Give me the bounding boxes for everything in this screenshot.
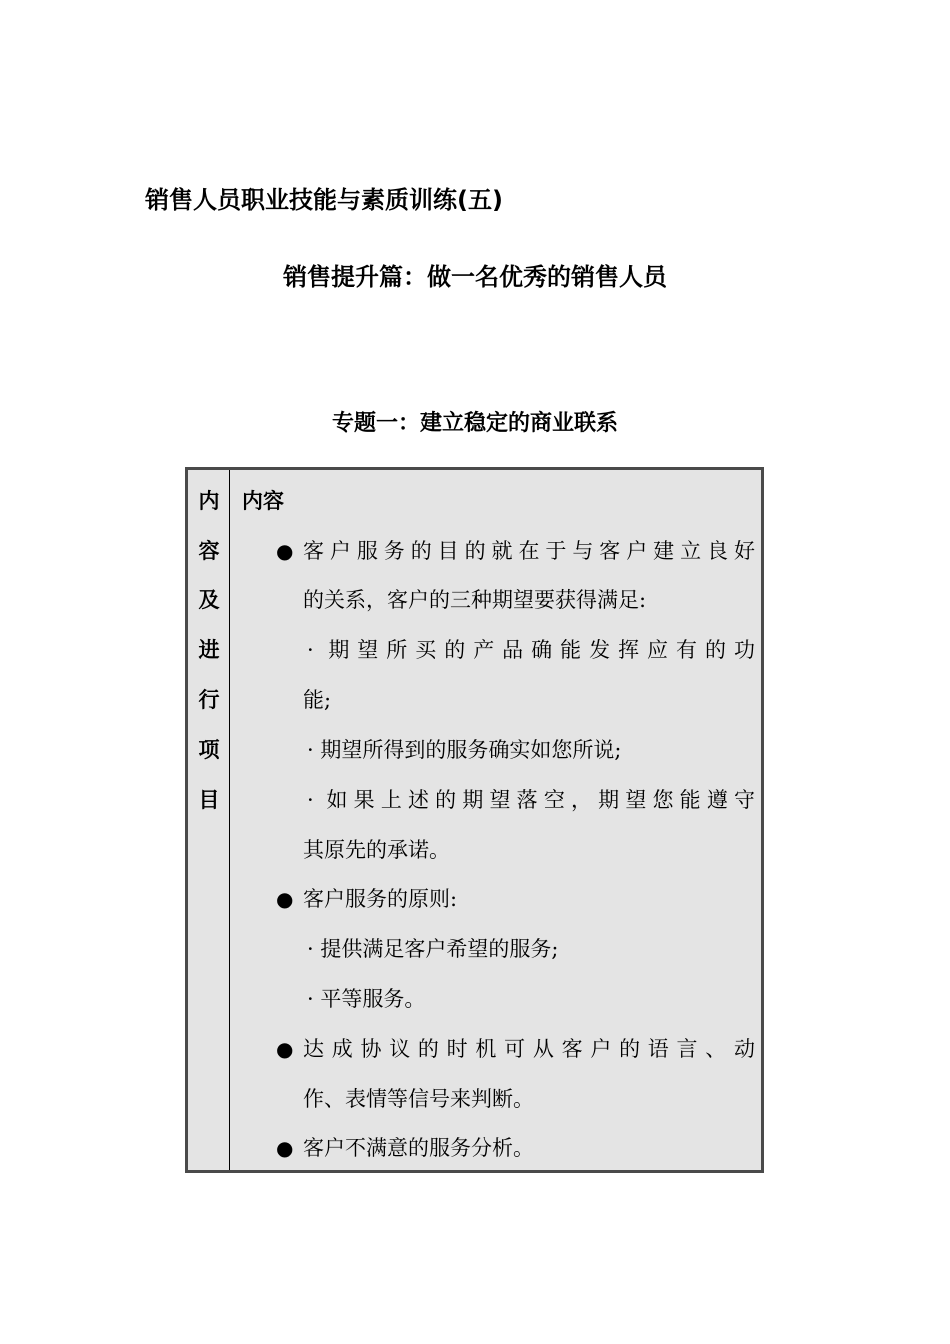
content-line: · 提供满足客户希望的服务; [307, 937, 559, 961]
content-line: · 如果上述的期望落空，期望您能遵守 [307, 788, 755, 812]
content-line: · 平等服务。 [307, 987, 426, 1011]
content-line: 的关系，客户的三种期望要获得满足: [303, 588, 647, 612]
column-header: 内容 [242, 489, 284, 513]
side-label-char: 进 [198, 638, 220, 662]
content-line: 达成协议的时机可从客户的语言、动 [303, 1037, 755, 1061]
content-line: 客户服务的原则: [303, 887, 458, 911]
content-line: 客户服务的目的就在于与客户建立良好 [303, 539, 755, 563]
content-line: · 期望所买的产品确能发挥应有的功 [307, 638, 755, 662]
content-table [185, 467, 764, 1173]
side-label-char: 行 [198, 688, 220, 712]
content-line: 其原先的承诺。 [303, 838, 450, 862]
bullet-icon: ● [276, 1037, 294, 1061]
content-line: 作、表情等信号来判断。 [303, 1087, 534, 1111]
side-label-char: 内 [198, 489, 220, 513]
side-label-char: 项 [198, 738, 220, 762]
content-line: 能; [303, 688, 332, 712]
content-line: 客户不满意的服务分析。 [303, 1136, 534, 1160]
bullet-icon: ● [276, 887, 294, 911]
side-label-char: 目 [198, 788, 220, 812]
bullet-icon: ● [276, 539, 294, 563]
document-title: 销售人员职业技能与素质训练(五) [145, 186, 503, 214]
side-label-column [188, 470, 230, 1170]
document-subtitle: 销售提升篇：做一名优秀的销售人员 [283, 263, 667, 291]
side-label-char: 及 [198, 588, 220, 612]
content-column [231, 470, 761, 1170]
topic-heading: 专题一：建立稳定的商业联系 [331, 411, 618, 436]
bullet-icon: ● [276, 1136, 294, 1160]
content-line: · 期望所得到的服务确实如您所说; [307, 738, 622, 762]
side-label-char: 容 [198, 539, 220, 563]
